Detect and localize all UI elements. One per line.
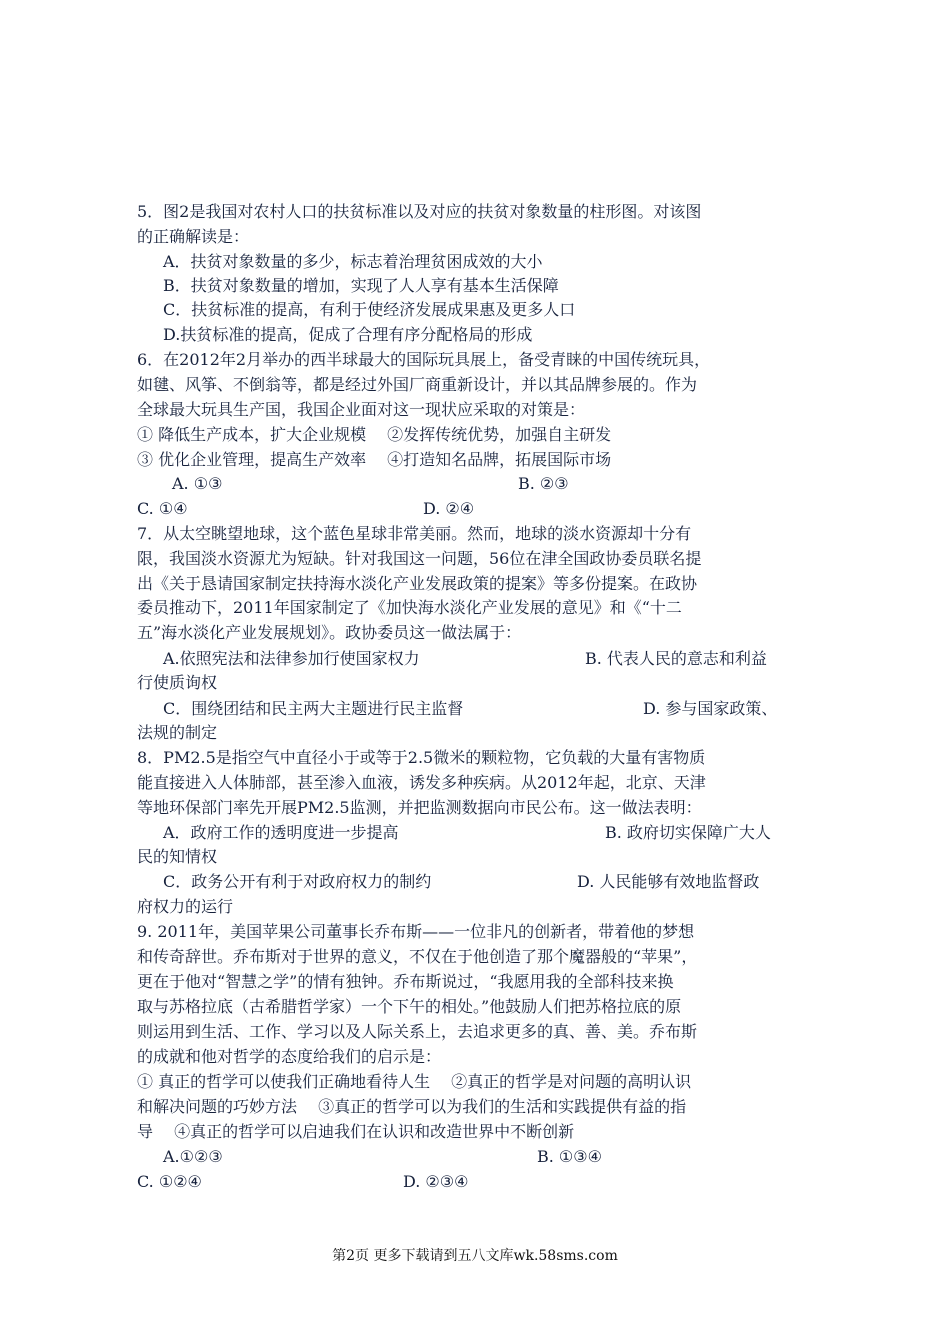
q6-stem-line-1: 6．在2012年2月举办的西半球最大的国际玩具展上，备受青睐的中国传统玩具， [137,350,711,369]
q9-items-line-1: ① 真正的哲学可以使我们正确地看待人生 ②真正的哲学是对问题的高明认识 [137,1072,692,1091]
q6-option-a: A. ①③ [172,474,223,493]
q8-stem-line-1: 8．PM2.5是指空气中直径小于或等于2.5微米的颗粒物，它负载的大量有害物质 [137,748,706,767]
page-footer: 第2页 更多下载请到五八文库wk.58sms.com [332,1248,618,1264]
q9-items-line-3: 导 ④真正的哲学可以启迪我们在认识和改造世界中不断创新 [137,1122,575,1141]
q7-option-a: A.依照宪法和法律参加行使国家权力 [163,649,420,668]
q8-option-c: C．政务公开有利于对政府权力的制约 [163,872,432,891]
q5-option-c: C．扶贫标准的提高，有利于使经济发展成果惠及更多人口 [163,300,576,319]
q7-option-b-continued: 行使质询权 [137,673,218,692]
q7-stem-line-5: 五”海水淡化产业发展规划》。政协委员这一做法属于： [137,623,522,642]
q7-stem-line-1: 7．从太空眺望地球，这个蓝色星球非常美丽。然而，地球的淡水资源却十分有 [137,524,692,543]
q9-option-c: C. ①②④ [137,1172,202,1191]
q5-option-b: B．扶贫对象数量的增加，实现了人人享有基本生活保障 [163,276,559,295]
q9-stem-line-4: 取与苏格拉底（古希腊哲学家）一个下午的相处。”他鼓励人们把苏格拉底的原 [137,997,682,1016]
q5-option-d: D.扶贫标准的提高，促成了合理有序分配格局的形成 [163,325,533,344]
q9-items-line-2: 和解决问题的巧妙方法 ③真正的哲学可以为我们的生活和实践提供有益的指 [137,1097,687,1116]
q7-stem-line-4: 委员推动下，2011年国家制定了《加快海水淡化产业发展的意见》和《“十二 [137,598,682,617]
q9-stem-line-1: 9. 2011年，美国苹果公司董事长乔布斯——一位非凡的创新者，带着他的梦想 [137,922,695,941]
q6-stem-line-3: 全球最大玩具生产国，我国企业面对这一现状应采取的对策是： [137,400,586,419]
q8-stem-line-3: 等地环保部门率先开展PM2.5监测，并把监测数据向市民公布。这一做法表明： [137,798,702,817]
q6-stem-line-2: 如毽、风筝、不倒翁等，都是经过外国厂商重新设计，并以其品牌参展的。作为 [137,375,698,394]
q7-option-c: C．围绕团结和民主两大主题进行民主监督 [163,699,464,718]
q9-stem-line-2: 和传奇辞世。乔布斯对于世界的意义，不仅在于他创造了那个魔器般的“苹果”， [137,947,698,966]
q6-option-b: B. ②③ [518,474,569,493]
q5-stem-line-1: 5．图2是我国对农村人口的扶贫标准以及对应的扶贫对象数量的柱形图。对该图 [137,202,702,221]
q9-option-b: B. ①③④ [537,1147,602,1166]
q7-stem-line-2: 限，我国淡水资源尤为短缺。针对我国这一问题，56位在津全国政协委员联名提 [137,549,702,568]
q7-stem-line-3: 出《关于恳请国家制定扶持海水淡化产业发展政策的提案》等多份提案。在政协 [137,574,698,593]
q5-option-a: A．扶贫对象数量的多少，标志着治理贫困成效的大小 [163,252,543,271]
q8-option-a: A．政府工作的透明度进一步提高 [163,823,399,842]
q9-stem-line-5: 则运用到生活、工作、学习以及人际关系上，去追求更多的真、善、美。乔布斯 [137,1022,698,1041]
q9-stem-line-6: 的成就和他对哲学的态度给我们的启示是： [137,1047,442,1066]
q9-stem-line-3: 更在于他对“智慧之学”的情有独钟。乔布斯说过，“我愿用我的全部科技来换 [137,972,674,991]
q6-items-line-1: ① 降低生产成本，扩大企业规模 ②发挥传统优势，加强自主研发 [137,425,612,444]
q8-option-d: D. 人民能够有效地监督政 [577,872,760,891]
q7-option-d-continued: 法规的制定 [137,723,218,742]
q6-option-d: D. ②④ [423,499,475,518]
q8-option-b: B. 政府切实保障广大人 [605,823,771,842]
q9-option-d: D. ②③④ [403,1172,469,1191]
q9-option-a: A.①②③ [163,1147,223,1166]
q7-option-d: D. 参与国家政策、 [643,699,778,718]
q8-option-d-continued: 府权力的运行 [137,897,234,916]
q8-stem-line-2: 能直接进入人体肺部，甚至渗入血液，诱发多种疾病。从2012年起，北京、天津 [137,773,706,792]
q7-option-b: B. 代表人民的意志和利益 [585,649,767,668]
q6-option-c: C. ①④ [137,499,188,518]
q5-stem-line-2: 的正确解读是： [137,227,250,246]
q6-items-line-2: ③ 优化企业管理，提高生产效率 ④打造知名品牌，拓展国际市场 [137,450,612,469]
q8-option-b-continued: 民的知情权 [137,847,218,866]
